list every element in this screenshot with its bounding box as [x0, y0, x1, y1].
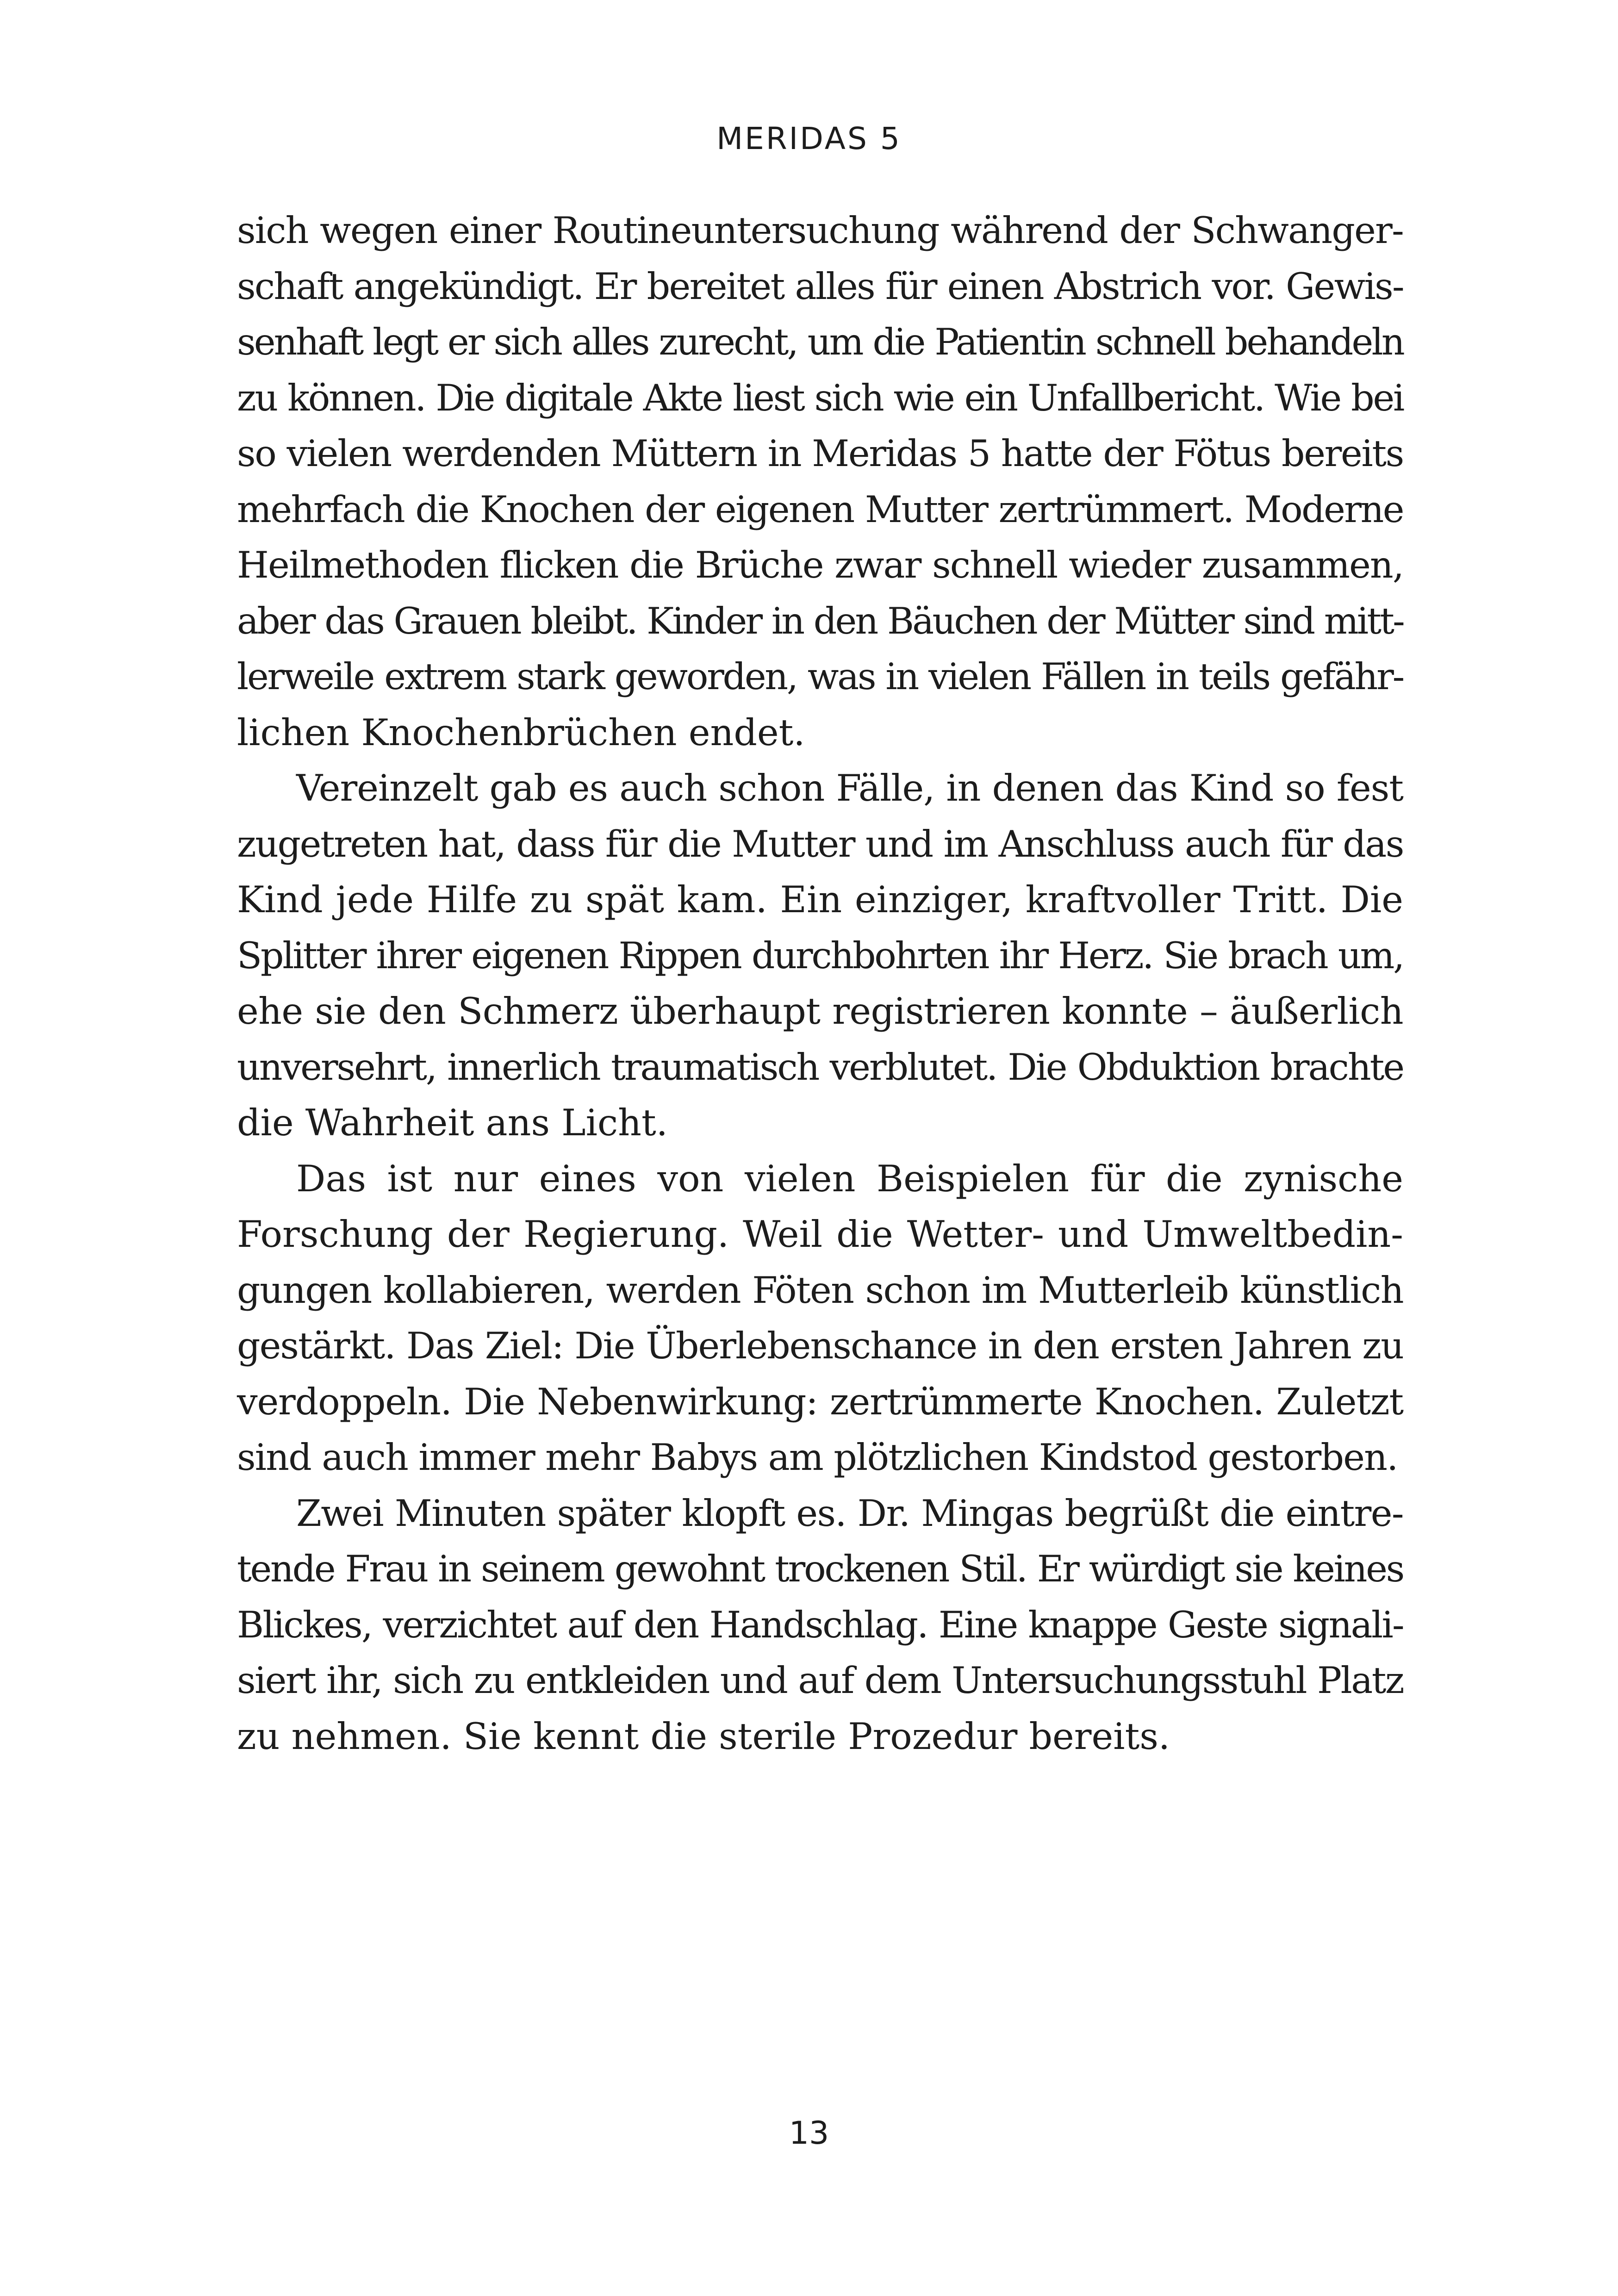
- text-line: siert ihr, sich zu entkleiden und auf dem Untersuchungsstuhl Platz: [237, 1659, 1403, 1702]
- paragraph: [237, 1151, 1403, 1486]
- text-line: schaft angekündigt. Er bereitet alles für einen Abstrich vor. Gewis-: [237, 265, 1403, 308]
- text-line: unversehrt, innerlich traumatisch verblutet. Die Obduktion brachte: [237, 1045, 1403, 1089]
- text-line: zu nehmen. Sie kennt die sterile Prozedur bereits.: [237, 1715, 1170, 1758]
- page-number: 13: [789, 2115, 829, 2152]
- text-line: sind auch immer mehr Babys am plötzlichen Kindstod gestorben.: [237, 1436, 1398, 1479]
- paragraph: [237, 203, 1403, 760]
- text-line: Splitter ihrer eigenen Rippen durchbohrten ihr Herz. Sie brach um,: [237, 934, 1403, 977]
- paragraph: [237, 760, 1403, 1151]
- text-line: Heilmethoden flicken die Brüche zwar schnell wieder zusammen,: [237, 544, 1403, 586]
- text-line: verdoppeln. Die Nebenwirkung: zertrümmerte Knochen. Zuletzt: [237, 1380, 1403, 1423]
- text-line: Blickes, verzichtet auf den Handschlag. Eine knappe Geste signali-: [237, 1603, 1403, 1646]
- body-text: [237, 203, 1403, 1764]
- text-line: Vereinzelt gab es auch schon Fälle, in denen das Kind so fest: [296, 767, 1403, 809]
- text-line: gungen kollabieren, werden Föten schon im Mutterleib künstlich: [237, 1269, 1403, 1312]
- text-line: Forschung der Regierung. Weil die Wetter- und Umweltbedin-: [237, 1213, 1403, 1256]
- text-line: mehrfach die Knochen der eigenen Mutter zertrümmert. Moderne: [237, 488, 1403, 531]
- paragraph: [237, 1486, 1403, 1765]
- running-head: MERIDAS 5: [716, 121, 902, 156]
- text-line: die Wahrheit ans Licht.: [237, 1101, 668, 1144]
- text-line: senhaft legt er sich alles zurecht, um die Patientin schnell behandeln: [237, 321, 1403, 363]
- text-line: tende Frau in seinem gewohnt trockenen Stil. Er würdigt sie keines: [237, 1548, 1403, 1590]
- text-line: zugetreten hat, dass für die Mutter und im Anschluss auch für das: [237, 822, 1403, 865]
- text-line: so vielen werdenden Müttern in Meridas 5 hatte der Fötus bereits: [237, 432, 1403, 475]
- text-line: lerweile extrem stark geworden, was in vielen Fällen in teils gefähr-: [237, 655, 1403, 698]
- text-line: lichen Knochenbrüchen endet.: [237, 711, 805, 754]
- text-line: gestärkt. Das Ziel: Die Überlebenschance in den ersten Jahren zu: [237, 1325, 1403, 1367]
- text-line: ehe sie den Schmerz überhaupt registrieren konnte – äußerlich: [237, 990, 1403, 1033]
- text-line: Kind jede Hilfe zu spät kam. Ein einziger, kraftvoller Tritt. Die: [237, 878, 1403, 921]
- text-line: aber das Grauen bleibt. Kinder in den Bäuchen der Mütter sind mitt-: [237, 599, 1403, 642]
- text-line: zu können. Die digitale Akte liest sich wie ein Unfallbericht. Wie bei: [237, 376, 1403, 419]
- text-line: Zwei Minuten später klopft es. Dr. Mingas begrüßt die eintre-: [296, 1492, 1403, 1535]
- text-line: Das ist nur eines von vielen Beispielen für die zynische: [296, 1157, 1403, 1200]
- text-line: sich wegen einer Routineuntersuchung während der Schwanger-: [237, 209, 1403, 252]
